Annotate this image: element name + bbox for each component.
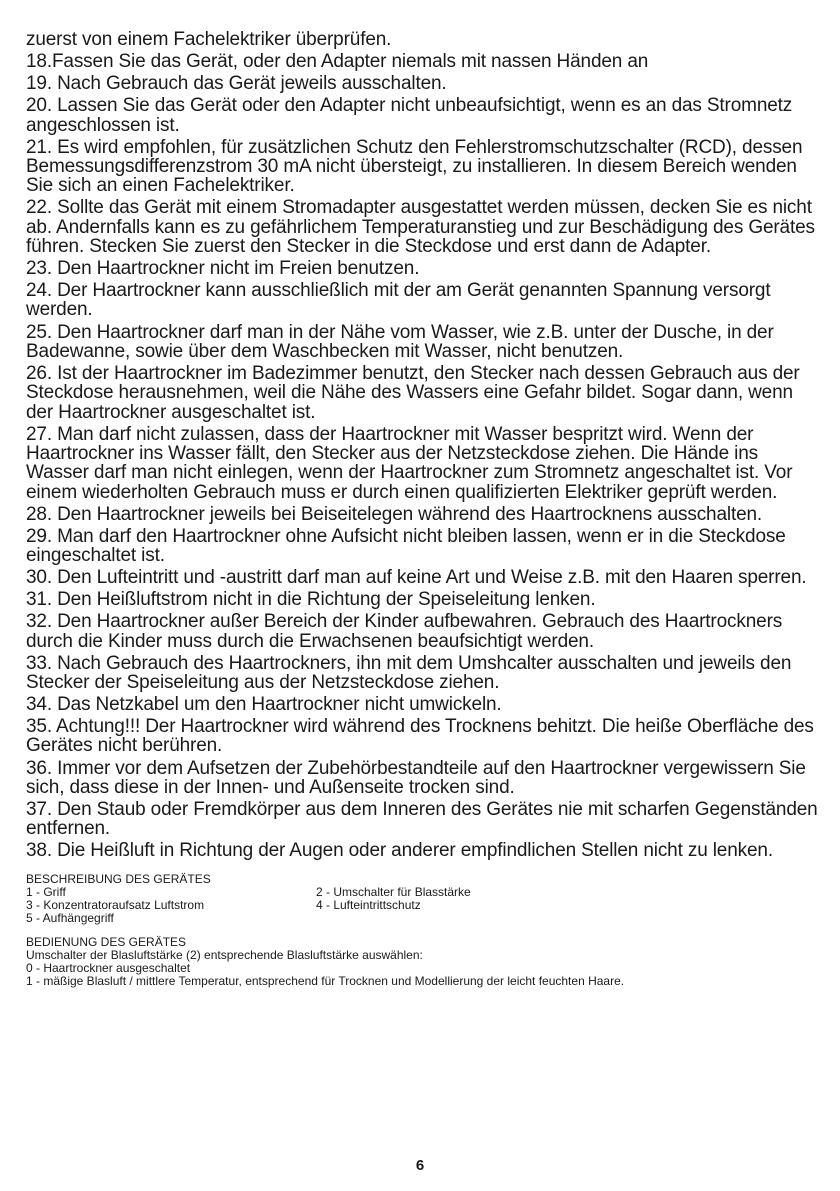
device-description	[26, 873, 818, 925]
part-item: 3 - Konzentratoraufsatz Luftstrom	[26, 897, 205, 912]
operation-line: Umschalter der Blasluftstärke (2) entsprechende Blasluftstärke auswählen:	[26, 947, 423, 962]
part-item: 1 - Griff	[26, 884, 66, 899]
section-heading: BESCHREIBUNG DES GERÄTES	[26, 871, 211, 886]
instruction-item: 25. Den Haartrockner darf man in der Nähe vom Wasser, wie z.B. unter der Dusche, in der Badewanne, sowie über dem Waschbecken mit Wasser, nicht benutzen.	[26, 321, 774, 362]
instruction-item: 28. Den Haartrockner jeweils bei Beiseitelegen während des Haartrocknens ausschalten.	[26, 503, 763, 525]
instruction-item: 19. Nach Gebrauch das Gerät jeweils ausschalten.	[26, 73, 447, 95]
instruction-item: 21. Es wird empfohlen, für zusätzlichen Schutz den Fehlerstromschutzschalter (RCD), dessen Bemessungsdifferenzstrom 30 mA nicht übersteigt, zu installieren. In diesem Bereich wenden Sie sich an einen Fachelektriker.	[26, 136, 803, 197]
section-heading: BEDIENUNG DES GERÄTES	[26, 934, 187, 949]
instruction-item: 24. Der Haartrockner kann ausschließlich mit der am Gerät genannten Spannung versorgt werden.	[26, 280, 771, 321]
operation-line: 0 - Haartrockner ausgeschaltet	[26, 960, 191, 975]
instruction-item: 38. Die Heißluft in Richtung der Augen oder anderer empfindlichen Stellen nicht zu lenken.	[26, 840, 773, 862]
instruction-item: 30. Den Lufteintritt und -austritt darf man auf keine Art und Weise z.B. mit den Haaren sperren.	[26, 567, 807, 589]
instruction-item: 33. Nach Gebrauch des Haartrockners, ihn mit dem Umshcalter ausschalten und jeweils den Stecker der Speiseleitung aus der Netzsteckdose ziehen.	[26, 652, 792, 693]
instruction-item: 26. Ist der Haartrockner im Badezimmer benutzt, den Stecker nach dessen Gebrauch aus der Steckdose herausnehmen, weil die Nähe des Wassers eine Gefahr bildet. Sogar dann, wenn der Haartrockner ausgeschaltet ist.	[26, 362, 800, 423]
part-item: 4 - Lufteintrittschutz	[316, 897, 421, 912]
instruction-item: zuerst von einem Fachelektriker überprüfen.	[26, 29, 392, 50]
instruction-item: 29. Man darf den Haartrockner ohne Aufsicht nicht bleiben lassen, wenn er in die Steckdose eingeschaltet ist.	[26, 525, 786, 566]
instruction-item: 27. Man darf nicht zulassen, dass der Haartrockner mit Wasser bespritzt wird. Wenn der Haartrockner ins Wasser fällt, den Stecker aus der Netzsteckdose ziehen. Die Hände ins Wasser darf man nicht einlegen, wenn der Haartrockner zum Stromnetz angeschaltet ist. Vor einem wiederholten Gebrauch muss er durch einen qualifizierten Elektriker geprüft werden.	[26, 423, 793, 503]
instruction-item: 36. Immer vor dem Aufsetzen der Zubehörbestandteile auf den Haartrockner vergewissern Sie sich, dass diese in der Innen- und Außenseite trocken sind.	[26, 757, 806, 798]
instruction-item: 31. Den Heißluftstrom nicht in die Richtung der Speiseleitung lenken.	[26, 589, 596, 611]
operation-line: 1 - mäßige Blasluft / mittlere Temperatur, entsprechend für Trocknen und Modellierung der leicht feuchten Haare.	[26, 973, 625, 988]
instruction-item: 22. Sollte das Gerät mit einem Stromadapter ausgestattet werden müssen, decken Sie es nicht ab. Andernfalls kann es zu gefährlichem Temperaturanstieg und zur Beschädigung des Gerätes führen. Stecken Sie zuerst den Stecker in die Steckdose und erst dann de Adapter.	[26, 197, 815, 257]
instruction-item: 37. Den Staub oder Fremdkörper aus dem Inneren des Gerätes nie mit scharfen Gegenständen entfernen.	[26, 798, 818, 840]
instruction-item: 23. Den Haartrockner nicht im Freien benutzen.	[26, 258, 420, 280]
instruction-item: 32. Den Haartrockner außer Bereich der Kinder aufbewahren. Gebrauch des Haartrockners durch die Kinder muss durch die Erwachsenen beaufsichtigt werden.	[26, 611, 783, 652]
instruction-item: 35. Achtung!!! Der Haartrockner wird während des Trocknens behitzt. Die heiße Oberfläche des Gerätes nicht berühren.	[26, 716, 814, 757]
part-item: 5 - Aufhängegriff	[26, 910, 114, 925]
instruction-item: 18.Fassen Sie das Gerät, oder den Adapter niemals mit nassen Händen an	[26, 51, 649, 73]
part-item: 2 - Umschalter für Blasstärke	[316, 884, 471, 899]
instruction-item: 20. Lassen Sie das Gerät oder den Adapter nicht unbeaufsichtigt, wenn es an das Stromnetz angeschlossen ist.	[26, 95, 793, 136]
device-operation	[26, 936, 818, 988]
instruction-item: 34. Das Netzkabel um den Haartrockner nicht umwickeln.	[26, 694, 502, 716]
parts-list	[26, 886, 818, 925]
page-number: 6	[415, 1157, 425, 1174]
safety-instructions	[26, 30, 818, 861]
